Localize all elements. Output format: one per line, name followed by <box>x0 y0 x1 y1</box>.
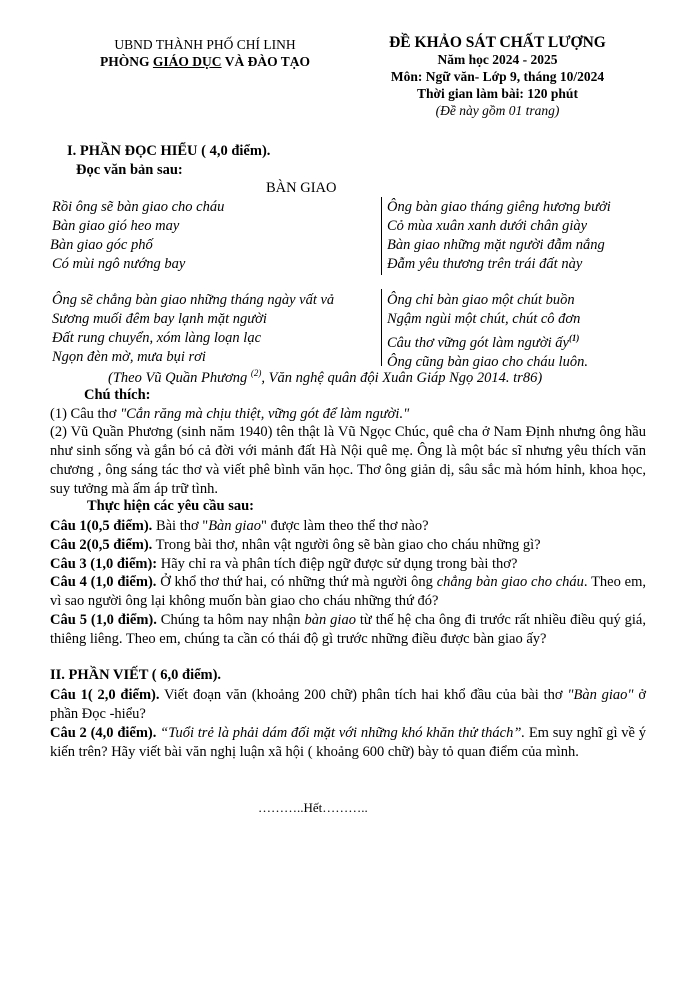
poem-line: Cỏ mùa xuân xanh dưới chân giày <box>387 218 588 234</box>
poem-title: BÀN GIAO <box>266 180 337 196</box>
poem-line: Rồi ông sẽ bàn giao cho cháu <box>52 199 225 215</box>
issuer-underlined: GIÁO DỤC <box>152 54 222 69</box>
issuer-line2: PHÒNG GIÁO DỤC VÀ ĐÀO TẠO <box>100 54 310 69</box>
poem-line: Ông chỉ bàn giao một chút buồn <box>387 292 575 308</box>
question-4: Câu 4 (1,0 điểm). Ở khổ thơ thứ hai, có những thứ mà người ông chẳng bàn giao cho cháu. Theo em, vì sao người ông lại không muốn bàn giao cho cháu những thứ đó? <box>50 574 646 609</box>
read-label: Đọc văn bản sau: <box>76 162 183 178</box>
time-line: Thời gian làm bài: 120 phút <box>417 86 578 101</box>
section1-heading: I. PHẦN ĐỌC HIỂU ( 4,0 điểm). <box>67 143 271 159</box>
question-1: Câu 1(0,5 điểm). Bài thơ "Bàn giao" được làm theo thể thơ nào? <box>50 518 429 534</box>
question-5: Câu 5 (1,0 điểm). Chúng ta hôm nay nhận bàn giao từ thế hệ cha ông đi trước rất nhiều điều quý giá, thiêng liêng. Theo em, chúng ta cần có thái độ gì trước những điều được bàn giao ấy? <box>50 612 646 647</box>
exam-title: ĐỀ KHẢO SÁT CHẤT LƯỢNG <box>389 34 606 51</box>
poem-line: Bàn giao gió heo may <box>52 218 180 234</box>
question-2: Câu 2(0,5 điểm). Trong bài thơ, nhân vật người ông sẽ bàn giao cho cháu những gì? <box>50 537 541 553</box>
note-1: (1) Câu thơ "Cắn răng mà chịu thiệt, vững gót để làm người." <box>50 406 410 422</box>
poem-line: Đẫm yêu thương trên trái đất này <box>387 256 583 272</box>
poem-line: Bàn giao góc phố <box>50 237 153 253</box>
poem-line: Sương muối đêm bay lạnh mặt người <box>52 311 267 327</box>
note-2: (2) Vũ Quần Phương (sinh năm 1940) tên thật là Vũ Ngọc Chúc, quê cha ở Nam Định nhưng ông hầu như sinh sống và gắn bó cả đời với mảnh đất Hà Nội quê mẹ. Ông là một bác sĩ nhưng yêu thích văn chương , ông sáng tác thơ và viết phê bình văn học. Thơ ông giản dị, sâu sắc mà hóm hỉnh, khoa học, suy tưởng mà ấm áp trữ tình. <box>50 424 646 497</box>
poem-left-stanza1 <box>52 198 224 274</box>
poem-line: Câu thơ vững gót làm người ấy$^{(1)}$ <box>387 333 580 351</box>
question-3: Câu 3 (1,0 điểm): Hãy chỉ ra và phân tích điệp ngữ được sử dụng trong bài thơ? <box>50 556 518 572</box>
poem-line: Ngọn đèn mờ, mưa bụi rơi <box>52 349 206 365</box>
exam-info-block <box>365 34 630 119</box>
subject-line: Môn: Ngữ văn- Lớp 9, tháng 10/2024 <box>390 69 605 84</box>
poem-divider-top <box>381 197 382 275</box>
issuer-block <box>95 36 315 70</box>
poem-line: Ngậm ngùi một chút, chút cô đơn <box>387 311 581 327</box>
writing-question-2: Câu 2 (4,0 điểm). “Tuổi trẻ là phải dám đối mặt với những khó khăn thử thách”. Em suy nghĩ gì về ý kiến trên? Hãy viết bài văn nghị luận xã hội ( khoảng 600 chữ) bày tỏ quan điểm của mình. <box>50 725 646 760</box>
notes-label: Chú thích: <box>84 387 151 403</box>
issuer-line1: UBND THÀNH PHỐ CHÍ LINH <box>114 37 296 52</box>
pages-note: (Đề này gồm 01 trang) <box>435 103 560 118</box>
footnote-marker: (1) <box>568 333 580 343</box>
end-mark: ………..Hết……….. <box>258 800 368 815</box>
poem-line: Ông cũng bàn giao cho cháu luôn. <box>387 353 588 370</box>
poem-right-stanza2 <box>387 291 588 372</box>
poem-divider-bottom <box>381 289 382 366</box>
poem-left-stanza2 <box>52 291 334 367</box>
poem-line: Đất rung chuyển, xóm làng loạn lạc <box>52 330 262 346</box>
poem-line: Bàn giao những mặt người đẫm nắng <box>387 237 605 253</box>
poem-right-stanza1 <box>387 198 611 274</box>
writing-question-1: Câu 1( 2,0 điểm). Viết đoạn văn (khoảng 200 chữ) phân tích hai khổ đầu của bài thơ "Bàn giao" ở phần Đọc -hiểu? <box>50 687 647 722</box>
poem-line: Ông sẽ chẳng bàn giao những tháng ngày vất vả <box>52 292 335 308</box>
tasks-label: Thực hiện các yêu cầu sau: <box>87 498 254 514</box>
section2-heading: II. PHẦN VIẾT ( 6,0 điểm). <box>50 667 222 683</box>
poem-line: Có mùi ngô nướng bay <box>52 256 186 272</box>
poem-line: Ông bàn giao tháng giêng hương bưởi <box>387 199 611 215</box>
school-year: Năm học 2024 - 2025 <box>437 52 558 67</box>
poem-source: (Theo Vũ Quần Phương $^{(2)}$, Văn nghệ quân đội Xuân Giáp Ngọ 2014. tr86) <box>108 368 543 386</box>
